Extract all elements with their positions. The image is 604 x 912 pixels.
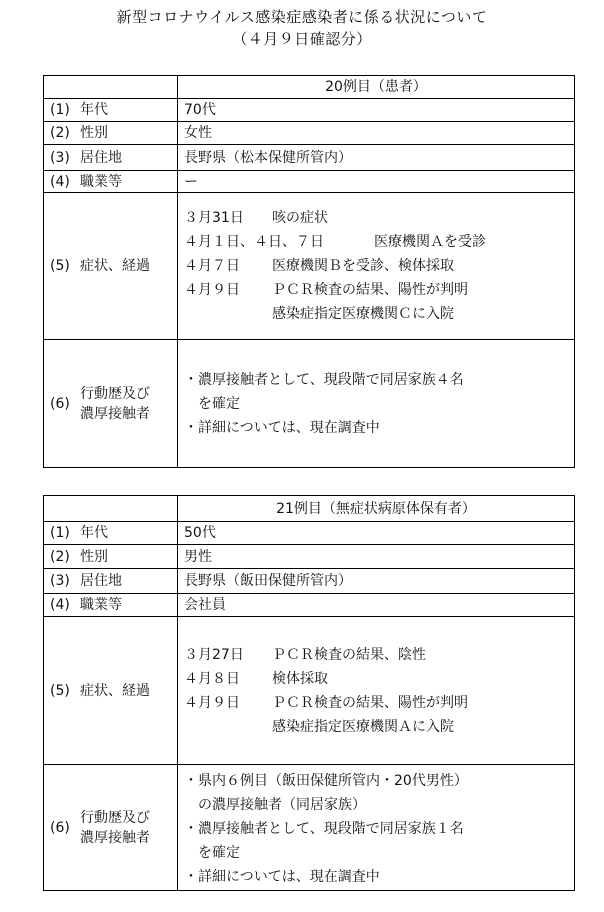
sex-value: 女性 (178, 122, 575, 145)
label-number: (1) (50, 525, 70, 541)
sex-value: 男性 (178, 545, 575, 569)
label-number: (4) (50, 597, 70, 613)
label-number: (4) (50, 173, 70, 190)
contact-label (44, 765, 178, 891)
label-number: (2) (50, 548, 70, 565)
symptom-date: ４月９日 (184, 694, 240, 711)
symptom-date: ３月31日 (184, 210, 244, 226)
label-text: 居住地 (80, 149, 122, 166)
symptom-text: ＰＣＲ検査の結果、陽性が判明 (272, 282, 468, 298)
symptom-date: ３月27日 (184, 646, 244, 663)
label-number: (5) (50, 682, 70, 699)
job-label (44, 171, 178, 193)
symptom-row (184, 254, 568, 278)
contact-bullet-cont: を確定 (198, 395, 240, 412)
age-label (44, 522, 178, 545)
label-text: 性別 (80, 125, 108, 141)
label-text: 居住地 (80, 573, 122, 589)
symptom-date: ４月１日、４日、７日 (184, 234, 324, 250)
symptom-date: ４月７日 (184, 258, 240, 274)
label-text: 職業等 (80, 597, 122, 613)
case-header: 20例目（患者） (178, 76, 575, 99)
symptom-text: 検体採取 (272, 670, 328, 687)
symptom-text: 医療機関Ｂを受診、検体採取 (272, 258, 454, 274)
sex-label (44, 545, 178, 569)
symptom-row (184, 230, 568, 254)
label-number: (6) (50, 819, 70, 836)
age-value: 50代 (178, 522, 575, 545)
title-line-1: 新型コロナウイルス感染症感染者に係る状況について (116, 8, 488, 26)
symptom-row (184, 667, 568, 691)
contact-bullet: ・詳細については、現在調査中 (184, 868, 380, 885)
age-value: 70代 (178, 99, 575, 122)
residence-value: 長野県（松本保健所管内） (178, 145, 575, 171)
symptom-text: 感染症指定医療機関Ｃに入院 (272, 306, 454, 322)
symptom-row (184, 302, 568, 326)
symptom-row (184, 206, 568, 230)
contact-bullet: ・県内６例目（飯田保健所管内・20代男性） (184, 772, 468, 789)
header-blank-cell (44, 496, 178, 522)
symptom-text: ＰＣＲ検査の結果、陰性 (272, 646, 426, 663)
header-blank-cell (44, 76, 178, 99)
sex-label (44, 122, 178, 145)
residence-label (44, 145, 178, 171)
symptom-date: ４月９日 (184, 282, 240, 298)
symptom-date: ４月８日 (184, 670, 240, 687)
residence-value: 長野県（飯田保健所管内） (178, 569, 575, 594)
symptom-text: 感染症指定医療機関Ａに入院 (272, 718, 454, 735)
case-header: 21例目（無症状病原体保有者） (178, 496, 575, 522)
label-number: (5) (50, 258, 70, 274)
symptom-row (184, 691, 568, 715)
case-table-21 (43, 495, 575, 891)
contact-list (178, 765, 575, 891)
contact-label (44, 340, 178, 468)
contact-bullet-cont: の濃厚接触者（同居家族） (198, 796, 366, 813)
symptom-row (184, 643, 568, 667)
symptom-label (44, 193, 178, 340)
label-text: 年代 (80, 525, 108, 541)
label-text: 濃厚接触者 (80, 405, 150, 422)
symptom-text: 医療機関Ａを受診 (374, 234, 486, 250)
contact-bullet-cont: を確定 (198, 844, 240, 861)
symptom-row (184, 715, 568, 739)
age-label (44, 99, 178, 122)
label-text: 行動歴及び (80, 385, 150, 402)
label-number: (3) (50, 149, 70, 166)
label-text: 行動歴及び (80, 809, 150, 826)
contact-bullet: ・濃厚接触者として、現段階で同居家族４名 (184, 371, 464, 388)
label-text: 性別 (80, 548, 108, 565)
symptom-text: ＰＣＲ検査の結果、陽性が判明 (272, 694, 468, 711)
symptom-label (44, 617, 178, 765)
job-label (44, 594, 178, 617)
symptom-row (184, 278, 568, 302)
case-table-20 (43, 75, 575, 468)
symptom-text: 咳の症状 (272, 210, 328, 226)
document-title (0, 6, 604, 50)
symptom-list (178, 617, 575, 765)
label-number: (2) (50, 125, 70, 141)
label-text: 濃厚接触者 (80, 829, 150, 846)
label-number: (6) (50, 395, 70, 412)
job-value: ー (178, 171, 575, 193)
symptom-list (178, 193, 575, 340)
contact-list (178, 340, 575, 468)
contact-bullet: ・濃厚接触者として、現段階で同居家族１名 (184, 820, 464, 837)
job-value: 会社員 (178, 594, 575, 617)
label-text: 症状、経過 (80, 682, 150, 699)
label-number: (1) (50, 102, 70, 118)
title-line-2: （４月９日確認分） (232, 30, 372, 48)
label-number: (3) (50, 573, 70, 589)
label-text: 年代 (80, 102, 108, 118)
residence-label (44, 569, 178, 594)
label-text: 職業等 (80, 173, 122, 190)
contact-bullet: ・詳細については、現在調査中 (184, 419, 380, 436)
label-text: 症状、経過 (80, 258, 150, 274)
